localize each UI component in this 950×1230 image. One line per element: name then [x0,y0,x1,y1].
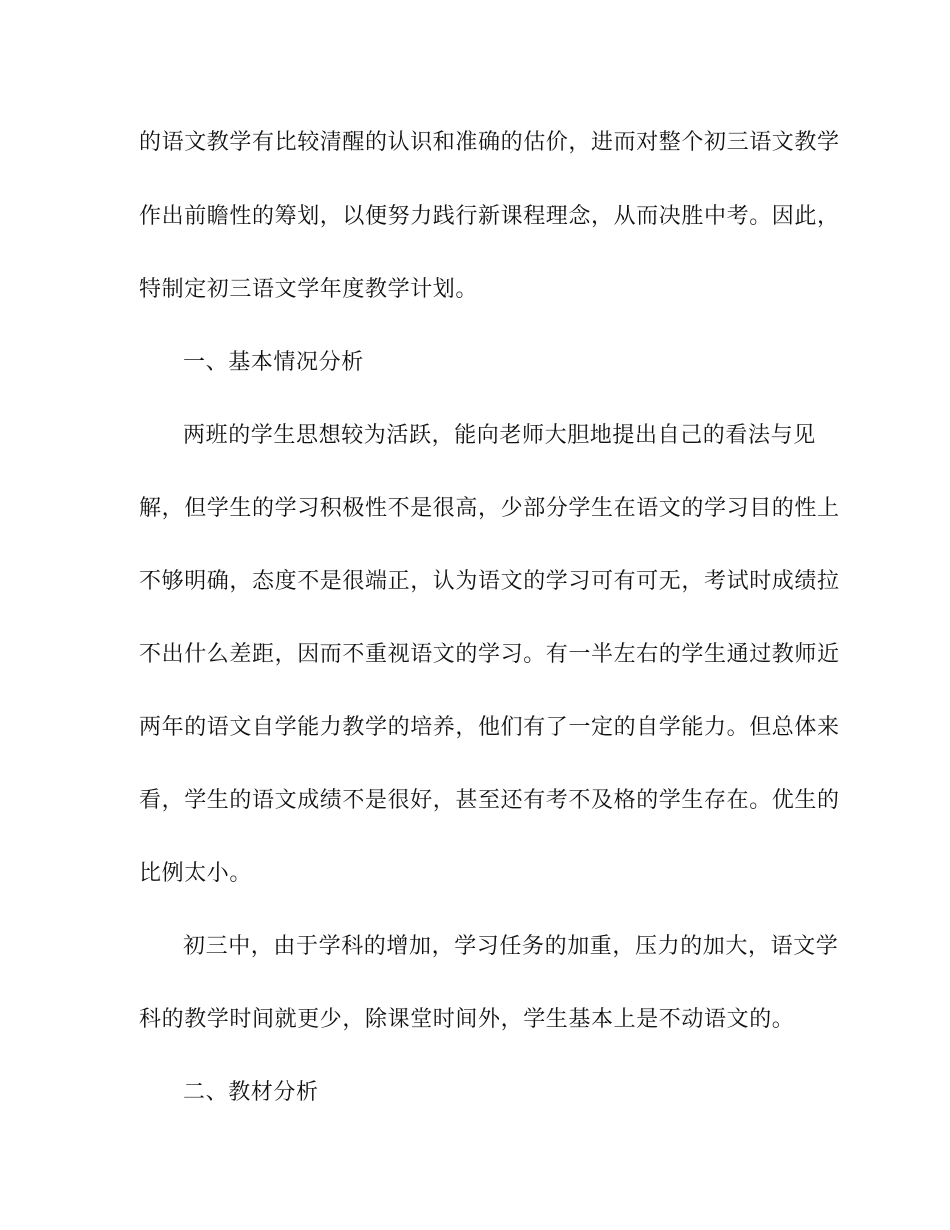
text-line: 比例太小。 [139,861,253,886]
text-line: 不够明确，态度不是很端正，认为语文的学习可有可无，考试时成绩拉 [139,569,840,594]
section-heading: 一、基本情况分析 [183,350,364,375]
text-line: 初三中，由于学科的增加，学习任务的加重，压力的加大，语文学 [183,934,839,959]
text-line: 两班的学生思想较为活跃，能向老师大胆地提出自己的看法与见 [183,423,816,448]
text-line: 的语文教学有比较清醒的认识和准确的估价，进而对整个初三语文教学 [139,130,840,155]
text-line: 看，学生的语文成绩不是很好，甚至还有考不及格的学生存在。优生的 [139,788,840,813]
text-line: 科的教学时间就更少，除课堂时间外，学生基本上是不动语文的。 [139,1007,795,1032]
text-line: 不出什么差距，因而不重视语文的学习。有一半左右的学生通过教师近 [139,642,840,667]
section-heading: 二、教材分析 [183,1080,319,1105]
text-line: 作出前瞻性的筹划，以便努力践行新课程理念，从而决胜中考。因此， [139,204,840,229]
text-line: 解，但学生的学习积极性不是很高，少部分学生在语文的学习目的性上 [139,496,840,521]
text-line: 特制定初三语文学年度教学计划。 [139,277,479,302]
text-line: 两年的语文自学能力教学的培养，他们有了一定的自学能力。但总体来 [139,715,840,740]
